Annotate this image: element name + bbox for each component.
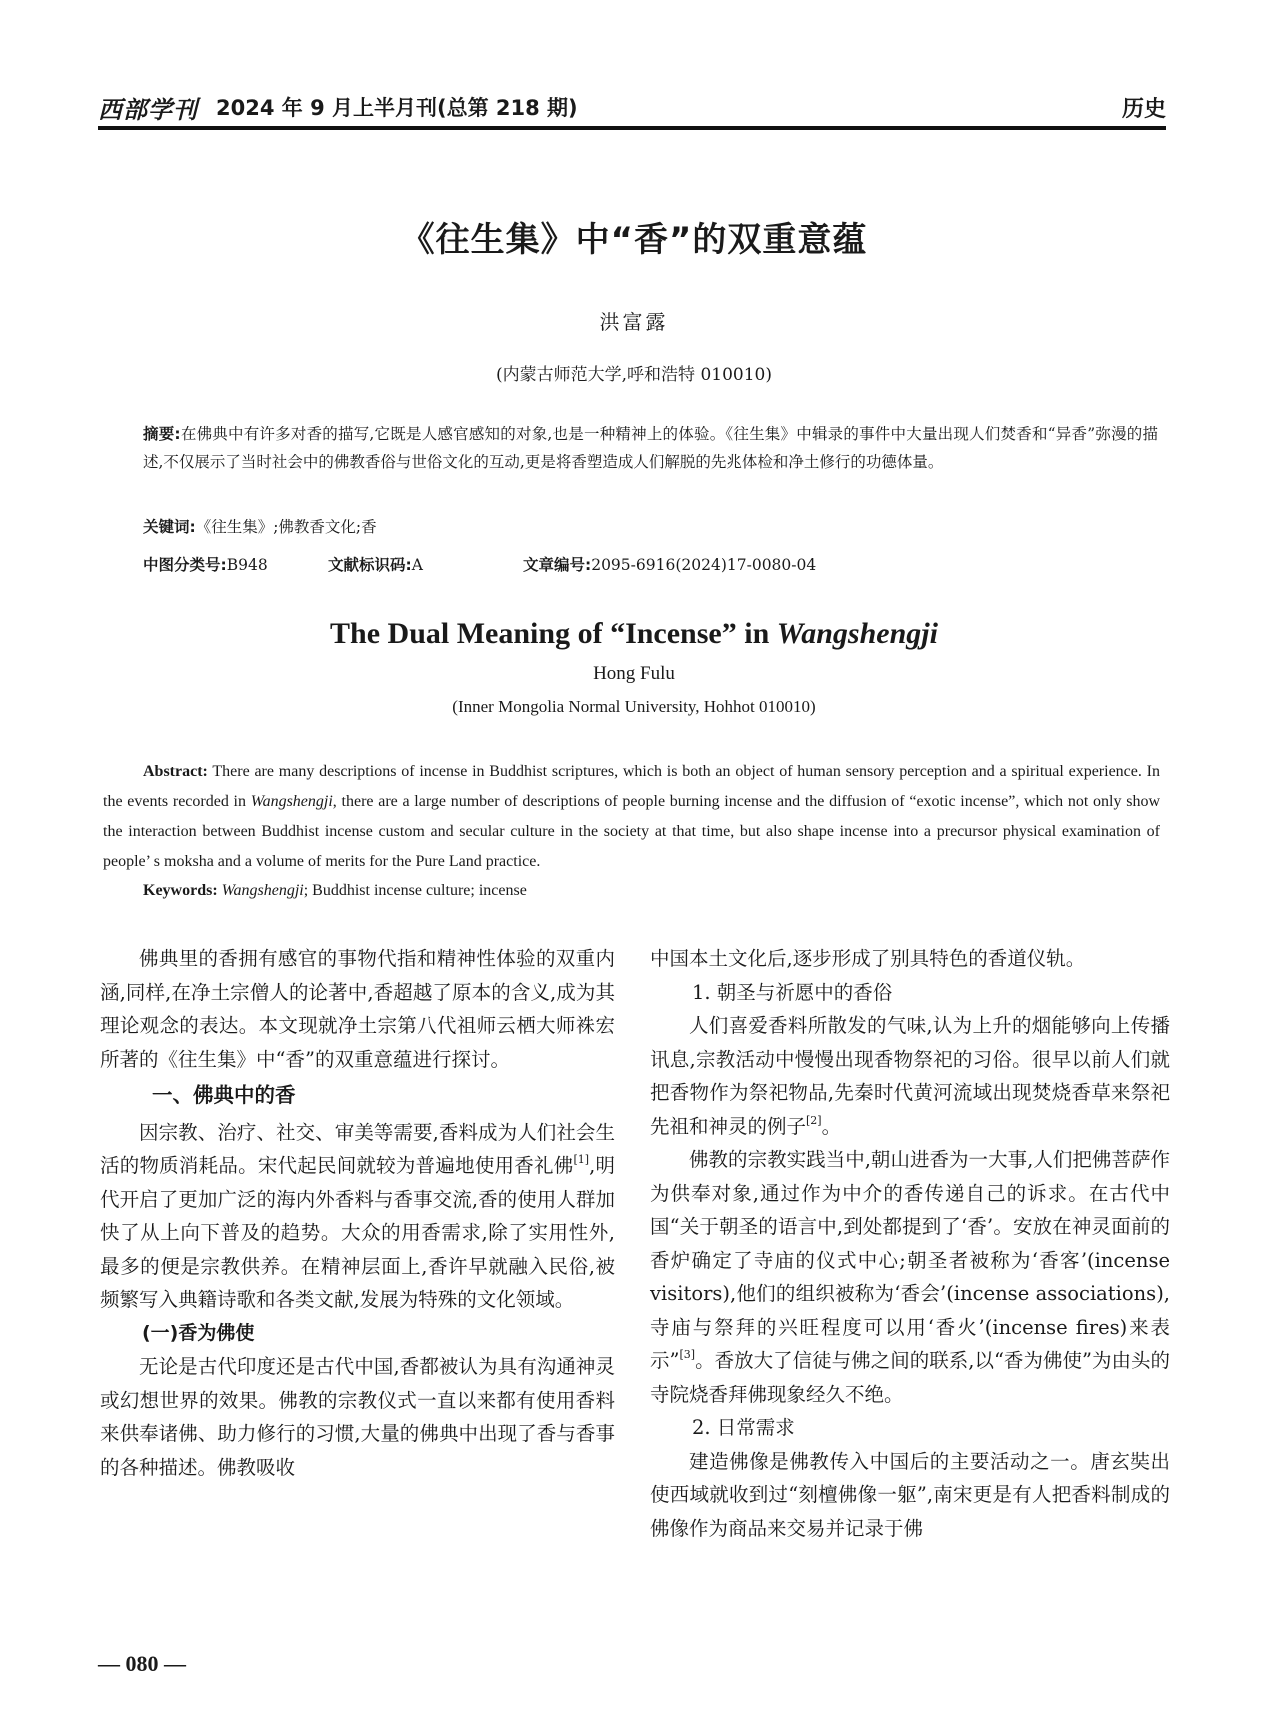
- paragraph: 中国本土文化后,逐步形成了别具特色的香道仪轨。: [650, 947, 1086, 970]
- page-number: — 080 —: [98, 1651, 186, 1676]
- subsection-heading: (一)香为佛使: [142, 1321, 255, 1344]
- affiliation-en: (Inner Mongolia Normal University, Hohhot 010010): [452, 697, 816, 716]
- running-header: [98, 88, 1166, 122]
- section-label: 历史: [1121, 97, 1166, 122]
- journal-logo: 西部学刊: [98, 95, 198, 124]
- citation: [2]: [806, 1113, 822, 1127]
- keywords-en-label: Keywords:: [143, 882, 218, 899]
- section-heading: 一、佛典中的香: [152, 1083, 296, 1107]
- title-cn: 《往生集》中“香”的双重意蕴: [400, 220, 868, 260]
- paragraph: 佛教的宗教实践当中,朝山进香为一大事,人们把佛菩萨作为供奉对象,通过作为中介的香传递自己的诉求。在古代中国“关于朝圣的语言中,到处都提到了‘香’。安放在神灵面前的香炉确定了寺庙的仪式中心;朝圣者被称为‘香客’(incense visitors),他们的组织被称为‘香会’(incense associations),寺庙与祭拜的兴旺程度可以用‘香火’(incense fires)来表示”[3]。香放大了信徒与佛之间的联系,以“香为佛使”为由头的寺院烧香拜佛现象经久不绝。: [650, 1148, 1170, 1406]
- abstract-cn-text: 在佛典中有许多对香的描写,它既是人感官感知的对象,也是一种精神上的体验。《往生集》中辑录的事件中大量出现人们焚香和“异香”弥漫的描述,不仅展示了当时社会中的佛教香俗与世俗文化的互动,更是将香塑造成人们解脱的先兆体检和净土修行的功德体量。: [143, 425, 1158, 471]
- article-number: 文章编号:2095-6916(2024)17-0080-04: [523, 556, 817, 574]
- subsubsection-heading: 2. 日常需求: [692, 1416, 795, 1439]
- abstract-cn-label: 摘要:: [143, 425, 181, 443]
- body-column-left: [100, 942, 615, 1484]
- title-en: The Dual Meaning of “Incense” in Wangshengji: [330, 617, 938, 650]
- paragraph: 人们喜爱香料所散发的气味,认为上升的烟能够向上传播讯息,宗教活动中慢慢出现香物祭祀的习俗。很早以前人们就把香物作为祭祀物品,先秦时代黄河流域出现焚烧香草来祭祀先祖和神灵的例子[2]。: [650, 1014, 1170, 1138]
- document-code: 文献标识码:A: [328, 556, 423, 574]
- paragraph: 佛典里的香拥有感官的事物代指和精神性体验的双重内涵,同样,在净土宗僧人的论著中,香超越了原本的含义,成为其理论观念的表达。本文现就净土宗第八代祖师云栖大师袾宏所著的《往生集》中“香”的双重意蕴进行探讨。: [100, 947, 615, 1071]
- author-cn: 洪富露: [599, 310, 669, 334]
- keywords-en: Keywords: Wangshengji; Buddhist incense culture; incense: [143, 882, 527, 899]
- subsubsection-heading: 1. 朝圣与祈愿中的香俗: [692, 980, 893, 1004]
- keywords-cn: [143, 515, 1158, 537]
- header-rule: [98, 126, 1166, 130]
- clc-number: 中图分类号:B948: [143, 556, 268, 574]
- issue-info: 2024 年 9 月上半月刊(总第 218 期): [216, 96, 578, 120]
- body-column-right: [650, 942, 1170, 1545]
- affiliation-cn: (内蒙古师范大学,呼和浩特 010010): [496, 365, 772, 385]
- citation: [3]: [679, 1348, 696, 1361]
- paragraph: 建造佛像是佛教传入中国后的主要活动之一。唐玄奘出使西域就收到过“刻檀佛像一躯”,南宋更是有人把香料制成的佛像作为商品来交易并记录于佛: [650, 1449, 1170, 1540]
- abstract-en: Abstract: There are many descriptions of incense in Buddhist scriptures, which is both an object of human sensory perception and a spiritual experience. In the events recorded in Wangshengji, there are a large number of descriptions of people burning incense and the diffusion of “exotic incense”, which not only show the interaction between Buddhist incense custom and secular culture in the society at that time, but also shape incense into a precursor physical examination of people’ s moksha and a volume of merits for the Pure Land practice.: [103, 763, 1160, 870]
- keywords-cn-text: 《往生集》;佛教香文化;香: [195, 518, 377, 536]
- author-en: Hong Fulu: [593, 663, 675, 684]
- citation: [1]: [573, 1153, 590, 1166]
- paragraph: 因宗教、治疗、社交、审美等需要,香料成为人们社会生活的物质消耗品。宋代起民间就较为普遍地使用香礼佛[1],明代开启了更加广泛的海内外香料与香事交流,香的使用人群加快了从上向下普及的趋势。大众的用香需求,除了实用性外,最多的便是宗教供养。在精神层面上,香许早就融入民俗,被频繁写入典籍诗歌和各类文献,发展为特殊的文化领域。: [100, 1120, 615, 1311]
- keywords-cn-label: 关键词:: [143, 518, 196, 536]
- abstract-cn: [143, 420, 1158, 476]
- paragraph: 无论是古代印度还是古代中国,香都被认为具有沟通神灵或幻想世界的效果。佛教的宗教仪式一直以来都有使用香料来供奉诸佛、助力修行的习惯,大量的佛典中出现了香与香事的各种描述。佛教吸收: [100, 1355, 615, 1479]
- abstract-en-label: Abstract:: [143, 763, 208, 780]
